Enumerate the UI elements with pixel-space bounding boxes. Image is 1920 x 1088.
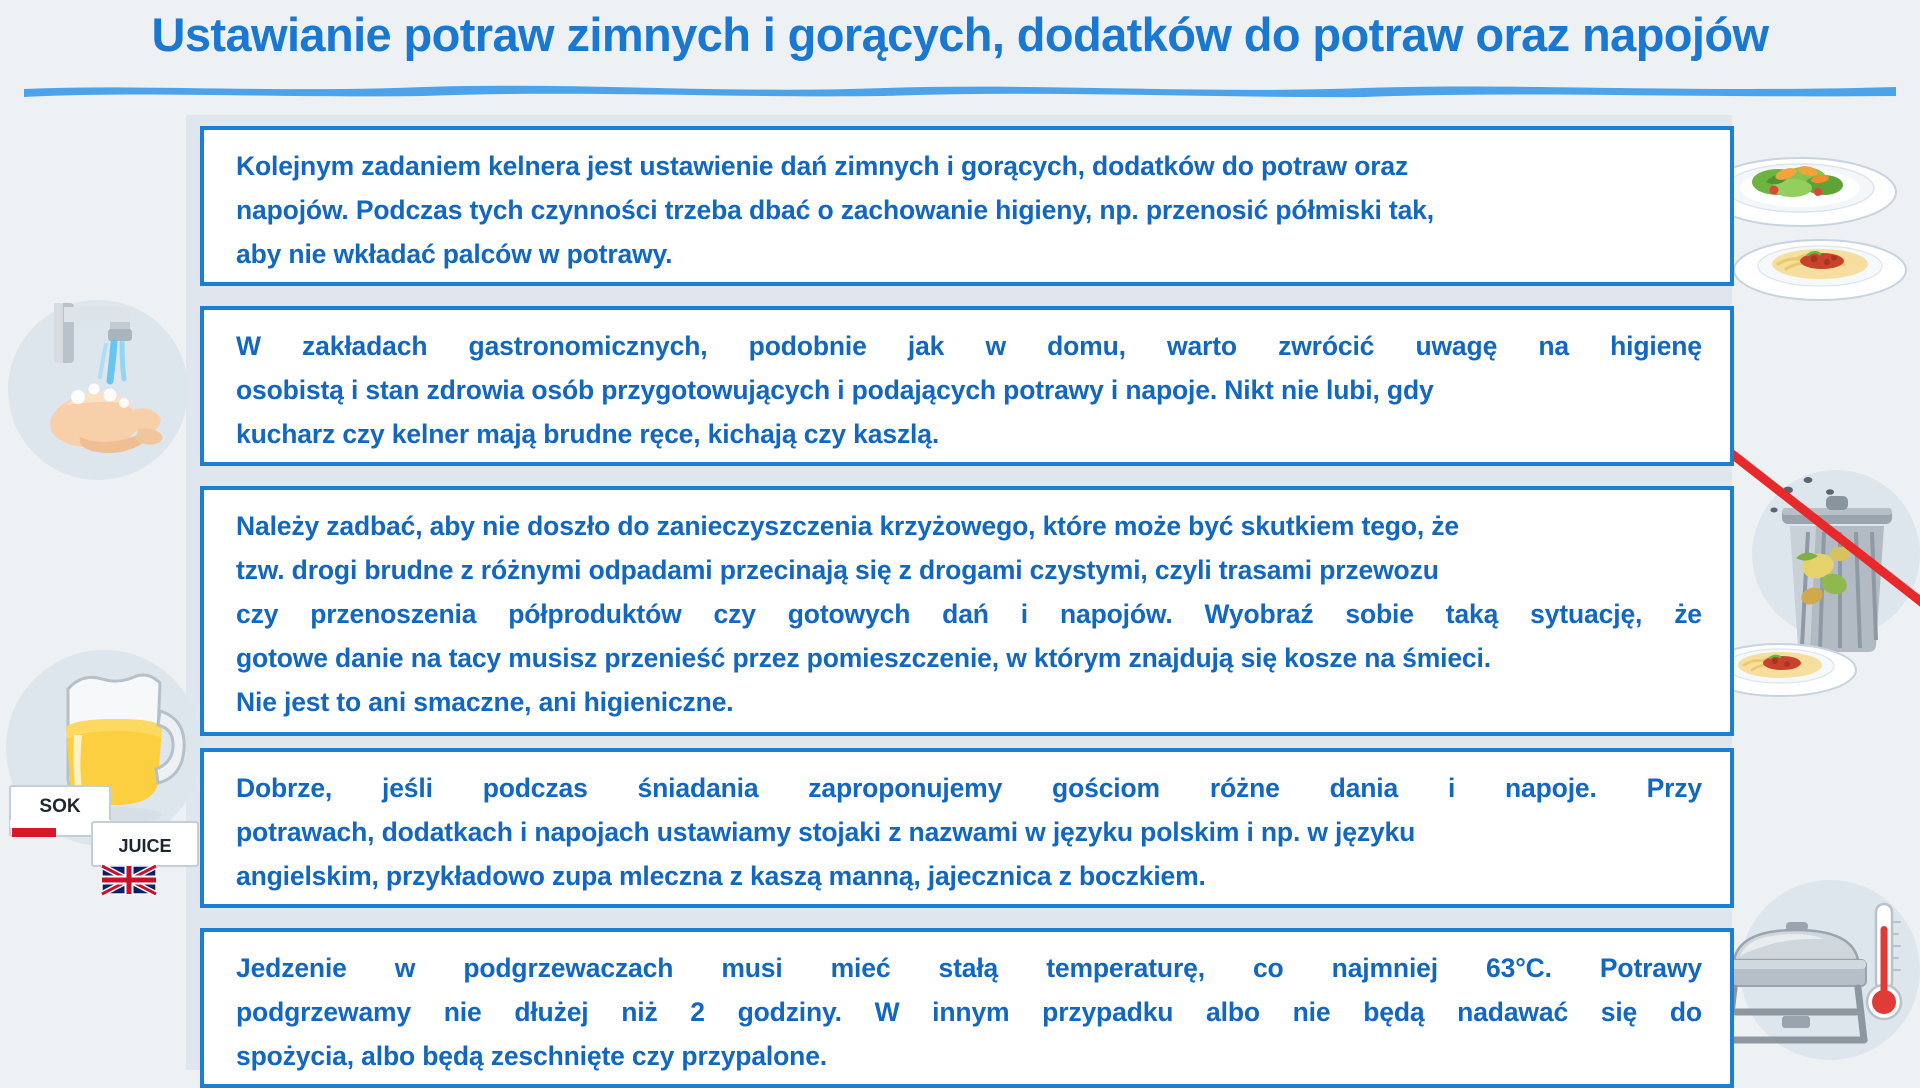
word: podgrzewamy xyxy=(236,997,412,1027)
word: do xyxy=(1669,997,1702,1027)
box5-line-2 xyxy=(236,990,1702,1034)
content-box-3 xyxy=(200,486,1734,736)
word: w xyxy=(985,331,1006,361)
sign-label-polish: SOK xyxy=(39,796,81,817)
word: higienę xyxy=(1610,331,1702,361)
content-box-1 xyxy=(200,126,1734,286)
box1-line-2: napojów. Podczas tych czynności trzeba dbać o zachowanie higieny, np. przenosić półmiski tak, xyxy=(236,195,1434,225)
box2-line-2: osobistą i stan zdrowia osób przygotowujących i podających potrawy i napoje. Nikt nie lubi, gdy xyxy=(236,375,1434,405)
thermometer-illustration xyxy=(1862,898,1908,1033)
word: Dobrze, xyxy=(236,773,333,803)
word: dłużej xyxy=(514,997,589,1027)
box2-line-1 xyxy=(236,324,1702,368)
handwashing-illustration xyxy=(20,285,200,490)
word: Jedzenie xyxy=(236,953,347,983)
word: półproduktów xyxy=(508,599,682,629)
page-title-text: Ustawianie potraw zimnych i gorących, dodatków do potraw oraz napojów xyxy=(151,8,1769,61)
word: dań xyxy=(942,599,989,629)
word: musi xyxy=(721,953,783,983)
word: zaproponujemy xyxy=(808,773,1003,803)
word: w xyxy=(394,953,416,983)
word: nadawać xyxy=(1457,997,1569,1027)
word: nie xyxy=(443,997,482,1027)
word: Potrawy xyxy=(1599,953,1702,983)
word: gastronomicznych, xyxy=(468,331,708,361)
box3-line-5: Nie jest to ani smaczne, ani higieniczne. xyxy=(236,687,734,717)
word: podczas xyxy=(482,773,588,803)
word: na xyxy=(1538,331,1569,361)
word: nie xyxy=(1292,997,1331,1027)
word: jeśli xyxy=(382,773,433,803)
word: mieć xyxy=(830,953,891,983)
word: zwrócić xyxy=(1278,331,1375,361)
word: domu, xyxy=(1047,331,1126,361)
box5-line-3: spożycia, albo będą zeschnięte czy przypalone. xyxy=(236,1041,828,1071)
word: jak xyxy=(907,331,945,361)
word: innym xyxy=(932,997,1010,1027)
word: i xyxy=(1447,773,1456,803)
content-box-5 xyxy=(200,928,1734,1088)
word: że xyxy=(1674,599,1702,629)
word: temperaturę, xyxy=(1046,953,1205,983)
word: napoje. xyxy=(1505,773,1597,803)
sign-card-english xyxy=(88,818,206,903)
word: W xyxy=(236,331,261,361)
word: dania xyxy=(1329,773,1399,803)
content-box-4 xyxy=(200,748,1734,908)
word: będą xyxy=(1363,997,1425,1027)
word: czy xyxy=(236,599,279,629)
word: taką xyxy=(1445,599,1499,629)
word: przypadku xyxy=(1042,997,1174,1027)
word: śniadania xyxy=(637,773,759,803)
box3-line-4: gotowe danie na tacy musisz przenieść przez pomieszczenie, w którym znajdują się kosze na śmieci. xyxy=(236,643,1491,673)
box1-line-1: Kolejnym zadaniem kelnera jest ustawienie dań zimnych i gorących, dodatków do potraw oraz xyxy=(236,151,1409,181)
box4-line-3: angielskim, przykładowo zupa mleczna z kaszą manną, jajecznica z boczkiem. xyxy=(236,861,1206,891)
box4-line-1 xyxy=(236,766,1702,810)
content-box-2 xyxy=(200,306,1734,466)
word: niż xyxy=(621,997,658,1027)
word: Wyobraź xyxy=(1204,599,1314,629)
word: podobnie xyxy=(748,331,867,361)
word: Przy xyxy=(1646,773,1702,803)
box5-line-1 xyxy=(236,946,1702,990)
word: W xyxy=(874,997,900,1027)
word: i xyxy=(1020,599,1028,629)
title-underline-brush xyxy=(24,82,1896,98)
word: się xyxy=(1600,997,1638,1027)
word: zakładach xyxy=(302,331,428,361)
word: czy xyxy=(713,599,756,629)
word: co xyxy=(1252,953,1284,983)
word: gościom xyxy=(1052,773,1160,803)
box3-line-2: tzw. drogi brudne z różnymi odpadami przecinają się z drogami czystymi, czyli trasami przewozu xyxy=(236,555,1439,585)
word: 63°C. xyxy=(1486,953,1552,983)
word: albo xyxy=(1206,997,1260,1027)
word: uwagę xyxy=(1415,331,1498,361)
sign-label-english: JUICE xyxy=(118,836,172,856)
word: 2 xyxy=(690,997,705,1027)
word: napojów. xyxy=(1059,599,1173,629)
box2-line-3: kucharz czy kelner mają brudne ręce, kichają czy kaszlą. xyxy=(236,419,940,449)
word: stałą xyxy=(938,953,999,983)
word: godziny. xyxy=(737,997,842,1027)
word: warto xyxy=(1167,331,1237,361)
box1-line-3: aby nie wkładać palców w potrawy. xyxy=(236,239,673,269)
page-title xyxy=(0,8,1920,62)
word: różne xyxy=(1209,773,1280,803)
word: sytuację, xyxy=(1530,599,1643,629)
box4-line-2: potrawach, dodatkach i napojach ustawiamy stojaki z nazwami w języku polskim i np. w języku xyxy=(236,817,1416,847)
word: podgrzewaczach xyxy=(463,953,674,983)
word: przenoszenia xyxy=(310,599,477,629)
word: najmniej xyxy=(1331,953,1438,983)
box3-line-1: Należy zadbać, aby nie doszło do zanieczyszczenia krzyżowego, które może być skutkiem tego, że xyxy=(236,511,1459,541)
pasta-plate-illustration xyxy=(1730,215,1910,310)
word: sobie xyxy=(1345,599,1414,629)
word: gotowych xyxy=(787,599,911,629)
box3-line-3 xyxy=(236,592,1702,636)
